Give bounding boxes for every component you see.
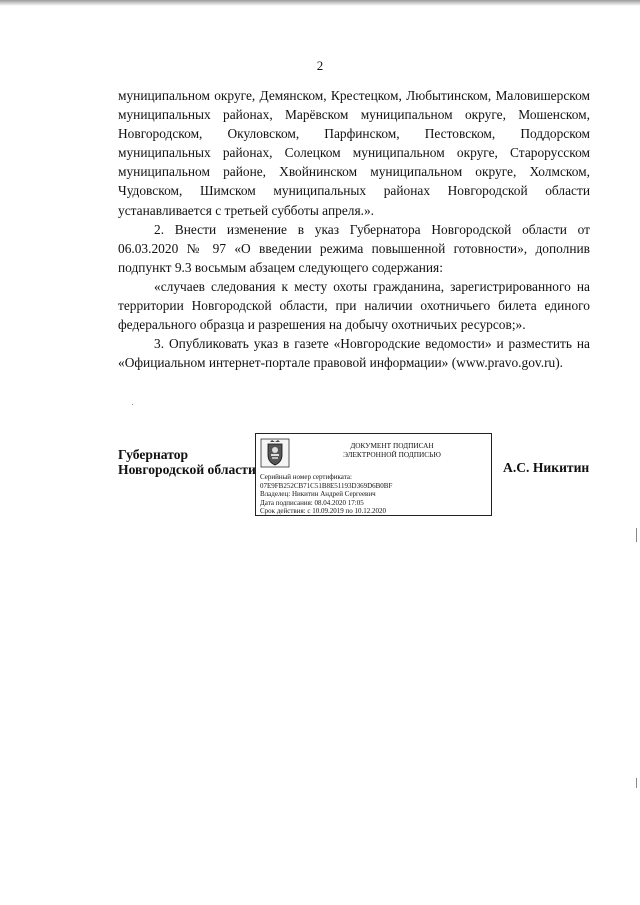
certificate-validity: Срок действия: с 10.09.2019 по 10.12.2020 [260,507,386,516]
electronic-signature-stamp [255,433,492,516]
coat-of-arms-icon [260,438,290,468]
stamp-header-line1: ДОКУМЕНТ ПОДПИСАН [350,441,434,450]
paragraph-quote: «случаев следования к месту охоты гражданина, зарегистрированного на территории Новгородской области, при наличии охотничьего билета единого федерального образца и разрешения на добычу охотничьих ресурсов;». [118,278,590,333]
document-body [118,86,590,372]
paragraph-item-2: 2. Внести изменение в указ Губернатора Новгородской области от 06.03.2020 № 97 «О введении режима повышенной готовности», дополнив подпункт 9.3 восьмым абзацем следующего содержания: [118,221,590,275]
paragraph-continuation: муниципальном округе, Демянском, Крестецком, Любытинском, Маловишерском муниципальных районах, Марёвском муниципальном округе, Мошенском, Новгородском, Окуловском, Парфинском, Пестовском, Поддорском муниципальных районах, Солецком муниципальном округе, Старорусском муниципальном районе, Хвойнинском муниципальном округе, Холмском, Чудовском, Шимском муниципальных районах Новгородской области устанавливается с третьей субботы апреля.». [118,88,590,218]
signatory-title [118,447,256,477]
scan-artifact [636,528,637,542]
scan-artifact [636,778,637,788]
stamp-details [260,473,490,516]
certificate-owner: Владелец: Никитин Андрей Сергеевич [260,490,376,499]
scan-edge [0,0,640,6]
scan-artifact [132,404,133,405]
page-number: 2 [316,58,324,73]
paragraph-item-3: 3. Опубликовать указ в газете «Новгородские ведомости» и разместить на «Официальном интернет-портале правовой информации» (www.pravo.gov.ru). [118,336,590,371]
certificate-label: Серийный номер сертификата: [260,473,352,481]
signatory-name: А.С. Никитин [503,460,590,475]
signatory-title-line1: Губернатор [118,447,189,462]
signing-date: Дата подписания: 08.04.2020 17:05 [260,498,364,507]
certificate-serial: 07E9FB252CB71C51B8E51193D369D6B0BF [260,481,393,490]
stamp-header [296,441,488,459]
signatory-title-line2: Новгородской области [118,462,256,477]
stamp-header-line2: ЭЛЕКТРОННОЙ ПОДПИСЬЮ [343,450,441,459]
